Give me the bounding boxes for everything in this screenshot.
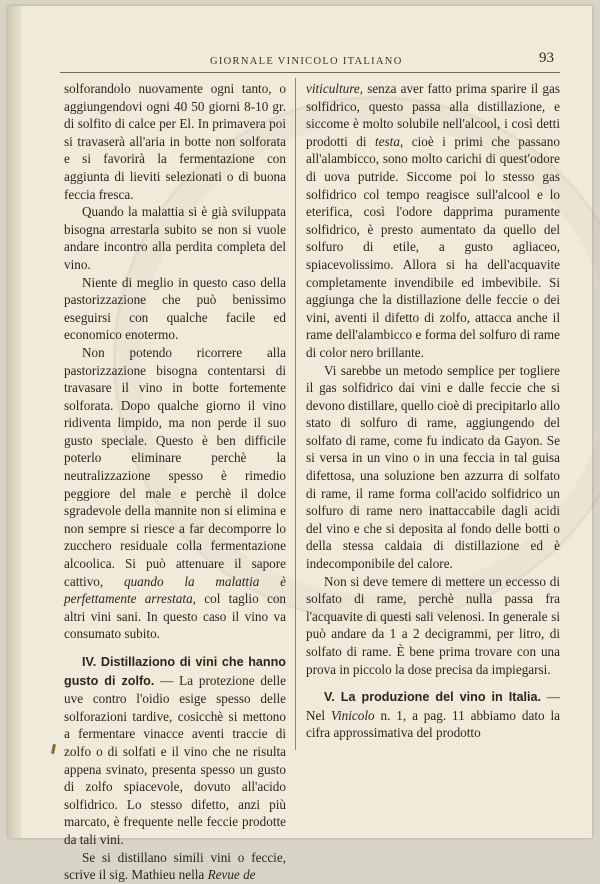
ink-mark: [51, 744, 56, 754]
paragraph: Non si deve temere di mettere un eccesso di solfato di rame, perchè nulla passa fra l'acquavite di questi sali velenosi. In generale si può andare da 1 a 2 decigrammi, per litro, di solfato di rame. È bene prima trovare con una prova in piccolo la dose precisa da impiegarsi.: [306, 573, 560, 677]
emphasis: Vinicolo: [330, 707, 375, 723]
paragraph: Quando la malattia si è già sviluppata bisogna arrestarla subito se non si vuole andare incontro alla perdita completa del vino.: [64, 204, 286, 272]
paragraph: solforandolo nuovamente ogni tanto, o aggiungendovi ogni 40 50 giorni 8-10 gr. di solfito di calce per El. In primavera poi si travaserà all'aria in botte non solforata e si favorirà la fermentazione con aggiunta di lieviti selezionati o di buona feccia fresca.: [64, 81, 286, 202]
emphasis: testa: [375, 133, 400, 149]
header-rule: [60, 72, 560, 73]
paragraph: Vi sarebbe un metodo semplice per togliere il gas solfidrico dai vini e dalle feccie che si devono distillare, quello cioè di precipitarlo allo stato di solfuro di rame, aggiungendo del solfato di rame, come fu indicato da Gayon. Se si versa in un vino o in una feccia in tal guisa difettosa, una soluzione ben azzurra di solfato di rame, il rame forma coll'acido solfidrico un solfuro di rame nero inattaccabile dagli acidi del vino e che si deposita al fondo delle botti o della stessa caldaia di distillazione ed è indecomponibile del calore.: [306, 362, 560, 572]
running-header: [60, 50, 580, 74]
section-iv: IV. Distillaziono di vini che hanno gusto di zolfo. — La protezione delle uve contro l'oidio esige spesso delle solforazioni tardive, cosicchè si mettono a fermentare vinacce aventi traccie di zolfo o di solfati e il vino che ne risulta appena svinato, presenta spesso un gusto di zolfo spiacevole, dovuto all'acido solfidrico. Lo stesso difetto, anzi più marcato, è frequente nelle feccie prodotte da tali vini.: [64, 655, 286, 847]
left-column: [64, 80, 286, 884]
right-column: [306, 80, 560, 742]
emphasis: quando la malattia è perfettamente arrestata: [64, 573, 286, 607]
section-title: IV. Distillaziono di vini che hanno gusto di zolfo.: [64, 655, 286, 688]
emphasis: viticulture: [306, 81, 360, 96]
paragraph: viticulture, senza aver fatto prima sparire il gas solfidrico, questo passa alla distillazione, e siccome è molto solubile nell'alcool, i così detti prodotti di testa, cioè i primi che passano all'alambicco, sono molto carichi di quest'odore di uova putride. Siccome poi lo stesso gas solfidrico col tempo reagisce sull'alcool e lo eterifica, così l'odore dapprima puramente solfidrico, è presto aumentato da quello del solfuro di etile, a gusto agliaceo, spiacevolissimo. Allora si ha dell'acquavite completamente invendibile ed imbevibile. Si aggiunga che la distillazione delle feccie o dei vini, aventi il difetto di zolfo, attacca anche il rame dell'alambicco e forma del solfuro di rame di color nero brillante.: [306, 81, 560, 360]
section-title: V. La produzione del vino in Italia.: [324, 690, 541, 705]
journal-page: [8, 6, 592, 883]
binding-edge: [8, 6, 22, 838]
journal-title: GIORNALE VINICOLO ITALIANO: [210, 56, 403, 67]
paragraph: Niente di meglio in questo caso della pastorizzazione che può benissimo eseguirsi con qualche facile ed economico enotermo.: [64, 274, 286, 343]
section-v: V. La produzione del vino in Italia. — Nel Vinicolo n. 1, a pag. 11 abbiamo dato la cifra approssimativa del prodotto: [306, 689, 561, 741]
paragraph: Se si distillano simili vini o feccie, scrive il sig. Mathieu nella Revue de: [64, 849, 286, 883]
page-number: 93: [539, 50, 554, 66]
column-divider: [295, 78, 296, 750]
emphasis: Revue de: [207, 867, 256, 883]
paragraph: Non potendo ricorrere alla pastorizzazione bisogna contentarsi di travasare il vino in botte fortemente solforata. Dopo qualche giorno il vino ridiventa limpido, ma non perde il suo gusto speciale. Questo è ben difficile poterlo eliminare perchè la neutralizzazione spesso è rimedio peggiore del male e perchè il dolce sgradevole della mannite non si elimina e non sempre si riesce a far decomporre lo zucchero residuale colla fermentazione alcoolica. Si può attenuare il sapore cattivo, quando la malattia è perfettamente arrestata, col taglio con altri vini sani. In questo caso il vino va consumato subito.: [64, 344, 287, 642]
